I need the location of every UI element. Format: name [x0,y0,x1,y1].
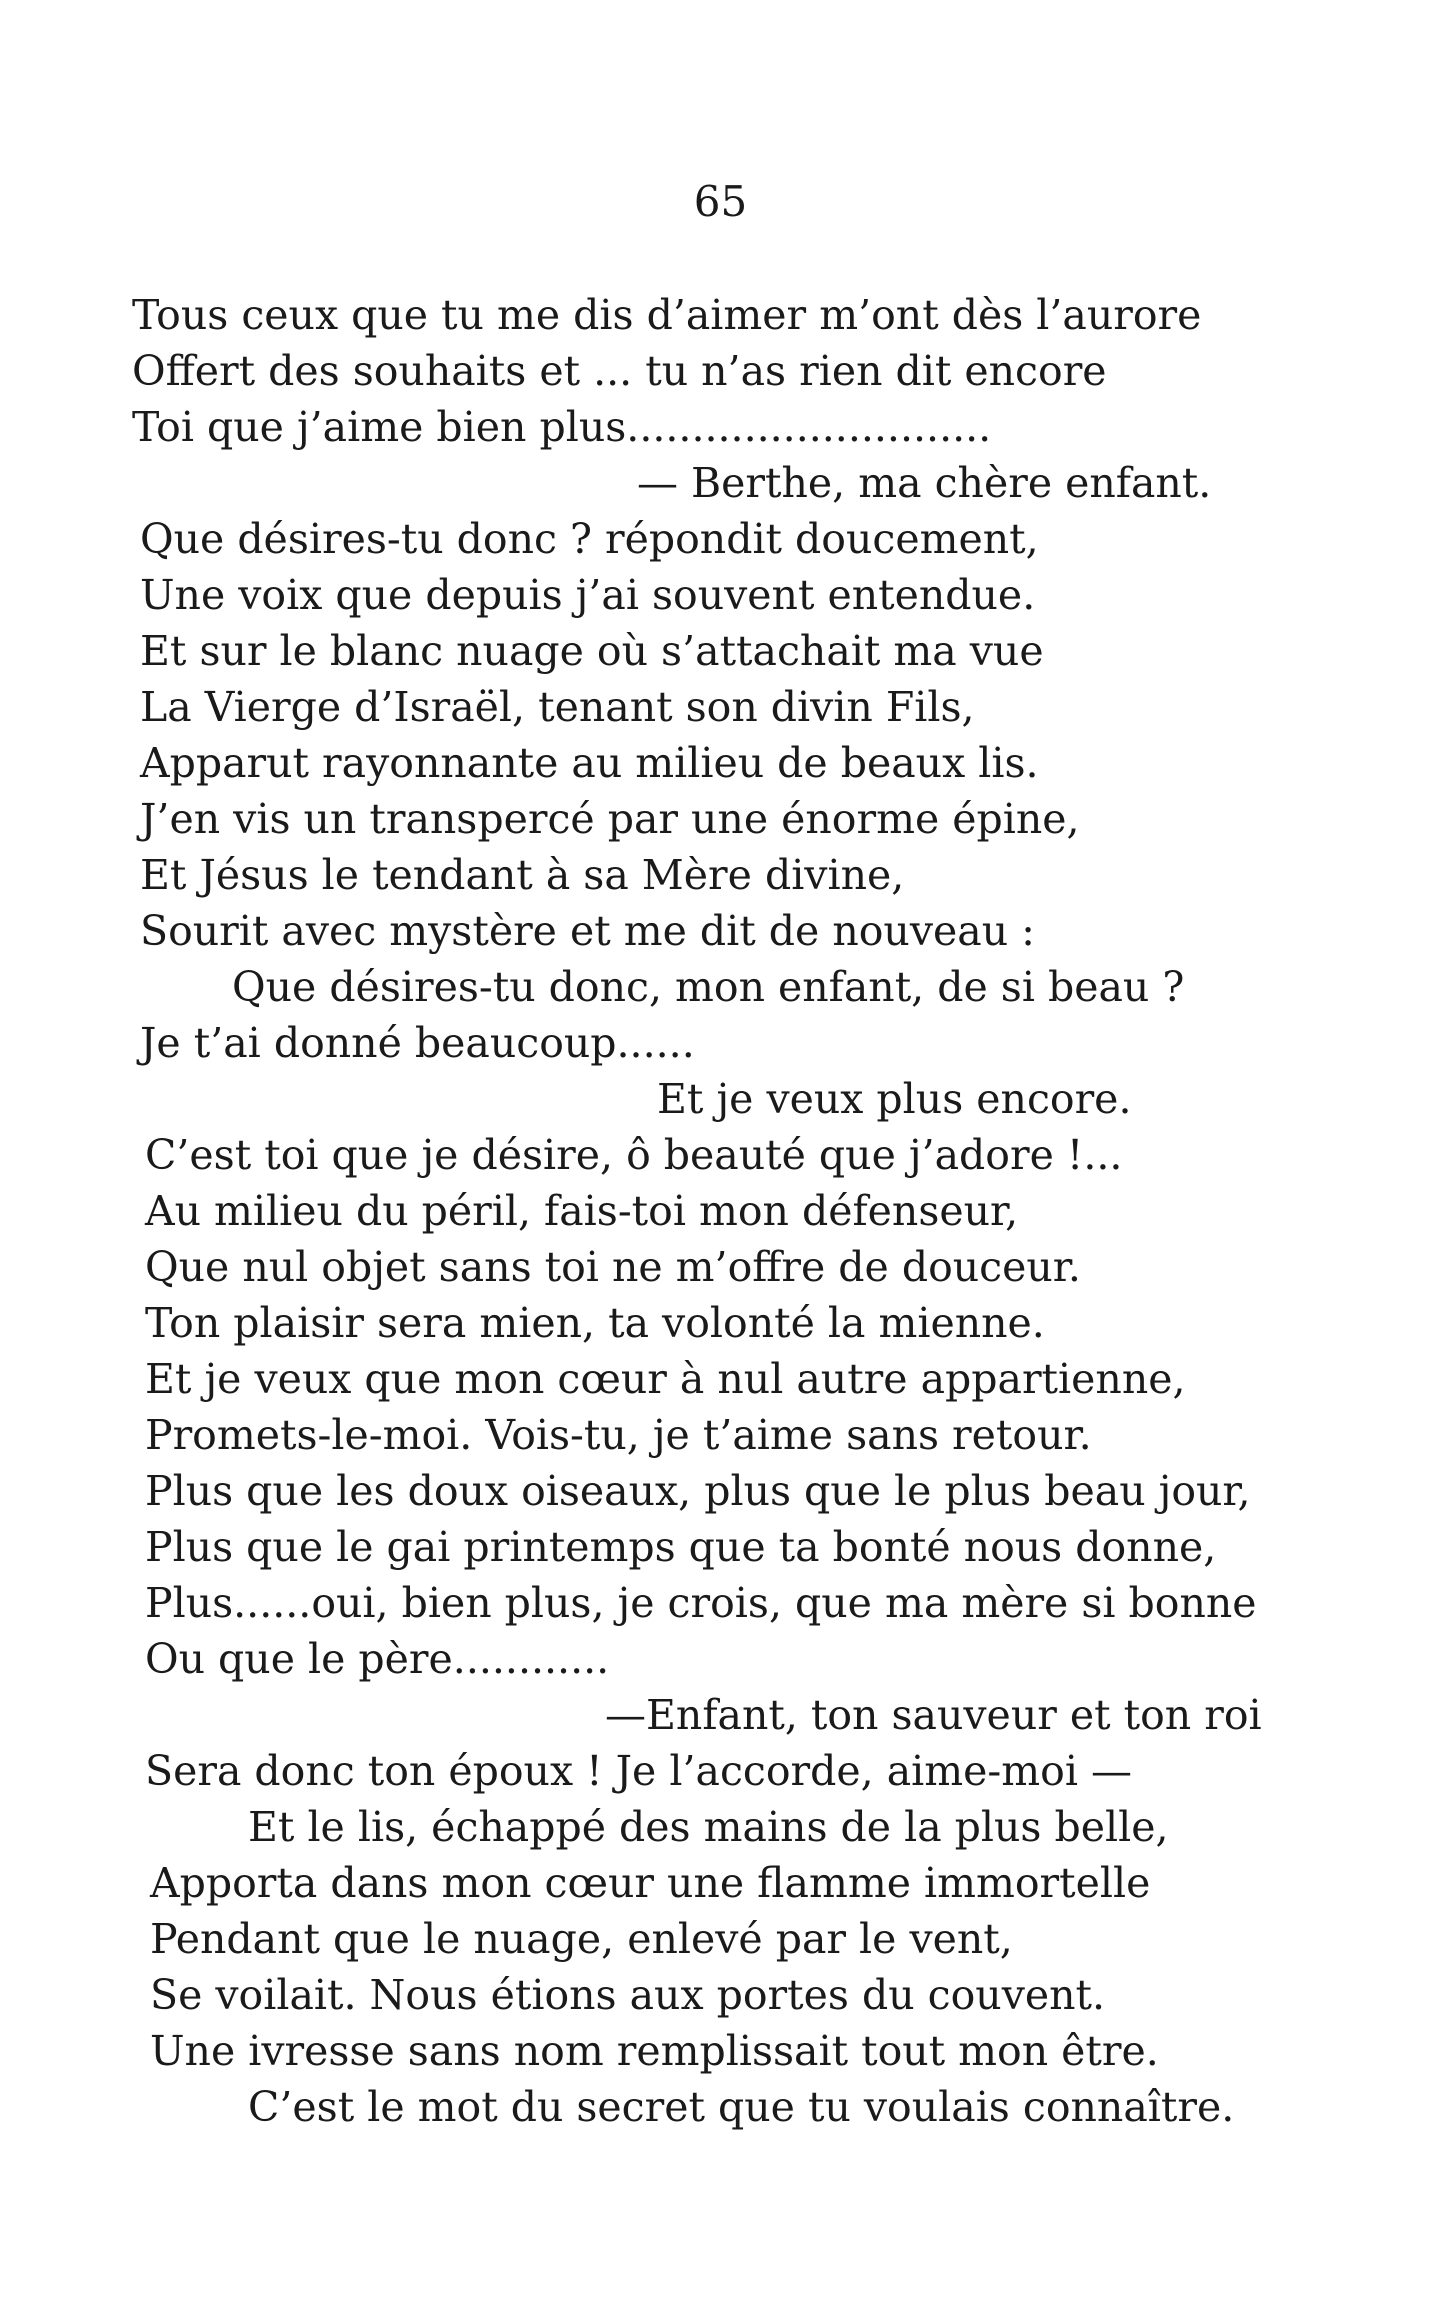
poem-line-20: Et je veux que mon cœur à nul autre appartienne, [145,1355,1186,1403]
poem-line-6: Une voix que depuis j’ai souvent entendue. [140,571,1036,619]
poem-line-17: Au milieu du péril, fais-toi mon défenseur, [145,1187,1019,1235]
poem-line-18: Que nul objet sans toi ne m’offre de douceur. [145,1243,1081,1291]
poem-line-23: Plus que le gai printemps que ta bonté nous donne, [145,1523,1217,1571]
poem-line-27: Sera donc ton époux ! Je l’accorde, aime-moi — [145,1747,1132,1795]
poem-line-7: Et sur le blanc nuage où s’attachait ma vue [140,627,1044,675]
poem-line-30: Pendant que le nuage, enlevé par le vent, [150,1915,1013,1963]
poem-line-32: Une ivresse sans nom remplissait tout mon être. [150,2027,1159,2075]
poem-line-12: Sourit avec mystère et me dit de nouveau : [140,907,1035,955]
poem-line-24: Plus......oui, bien plus, je crois, que ma mère si bonne [145,1579,1257,1627]
poem-line-11: Et Jésus le tendant à sa Mère divine, [140,851,905,899]
page-number: 65 [693,177,748,226]
poem-line-3: Toi que j’aime bien plus............................ [132,403,992,451]
poem-line-25: Ou que le père............ [145,1635,610,1683]
poem-line-16: C’est toi que je désire, ô beauté que j’adore !... [145,1131,1123,1179]
poem-line-2: Offert des souhaits et ... tu n’as rien dit encore [132,347,1107,395]
poem-line-29: Apporta dans mon cœur une flamme immortelle [150,1859,1151,1907]
poem-line-26: —Enfant, ton sauveur et ton roi [605,1691,1262,1739]
poem-line-33: C’est le mot du secret que tu voulais connaître. [248,2083,1235,2131]
poem-line-22: Plus que les doux oiseaux, plus que le plus beau jour, [145,1467,1251,1515]
poem-line-15: Et je veux plus encore. [657,1075,1132,1123]
poem-line-28: Et le lis, échappé des mains de la plus belle, [248,1803,1169,1851]
poem-line-19: Ton plaisir sera mien, ta volonté la mienne. [145,1299,1045,1347]
poem-line-13: Que désires-tu donc, mon enfant, de si beau ? [232,963,1185,1011]
poem-line-21: Promets-le-moi. Vois-tu, je t’aime sans retour. [145,1411,1092,1459]
poem-line-4: — Berthe, ma chère enfant. [637,459,1212,507]
poem-line-14: Je t’ai donné beaucoup...... [140,1019,695,1067]
poem-line-8: La Vierge d’Israël, tenant son divin Fils, [140,683,975,731]
poem-line-10: J’en vis un transpercé par une énorme épine, [140,795,1080,843]
poem-line-1: Tous ceux que tu me dis d’aimer m’ont dès l’aurore [132,291,1202,339]
poem-line-31: Se voilait. Nous étions aux portes du couvent. [150,1971,1106,2019]
poem-line-9: Apparut rayonnante au milieu de beaux lis. [140,739,1039,787]
poem-line-5: Que désires-tu donc ? répondit doucement, [140,515,1039,563]
